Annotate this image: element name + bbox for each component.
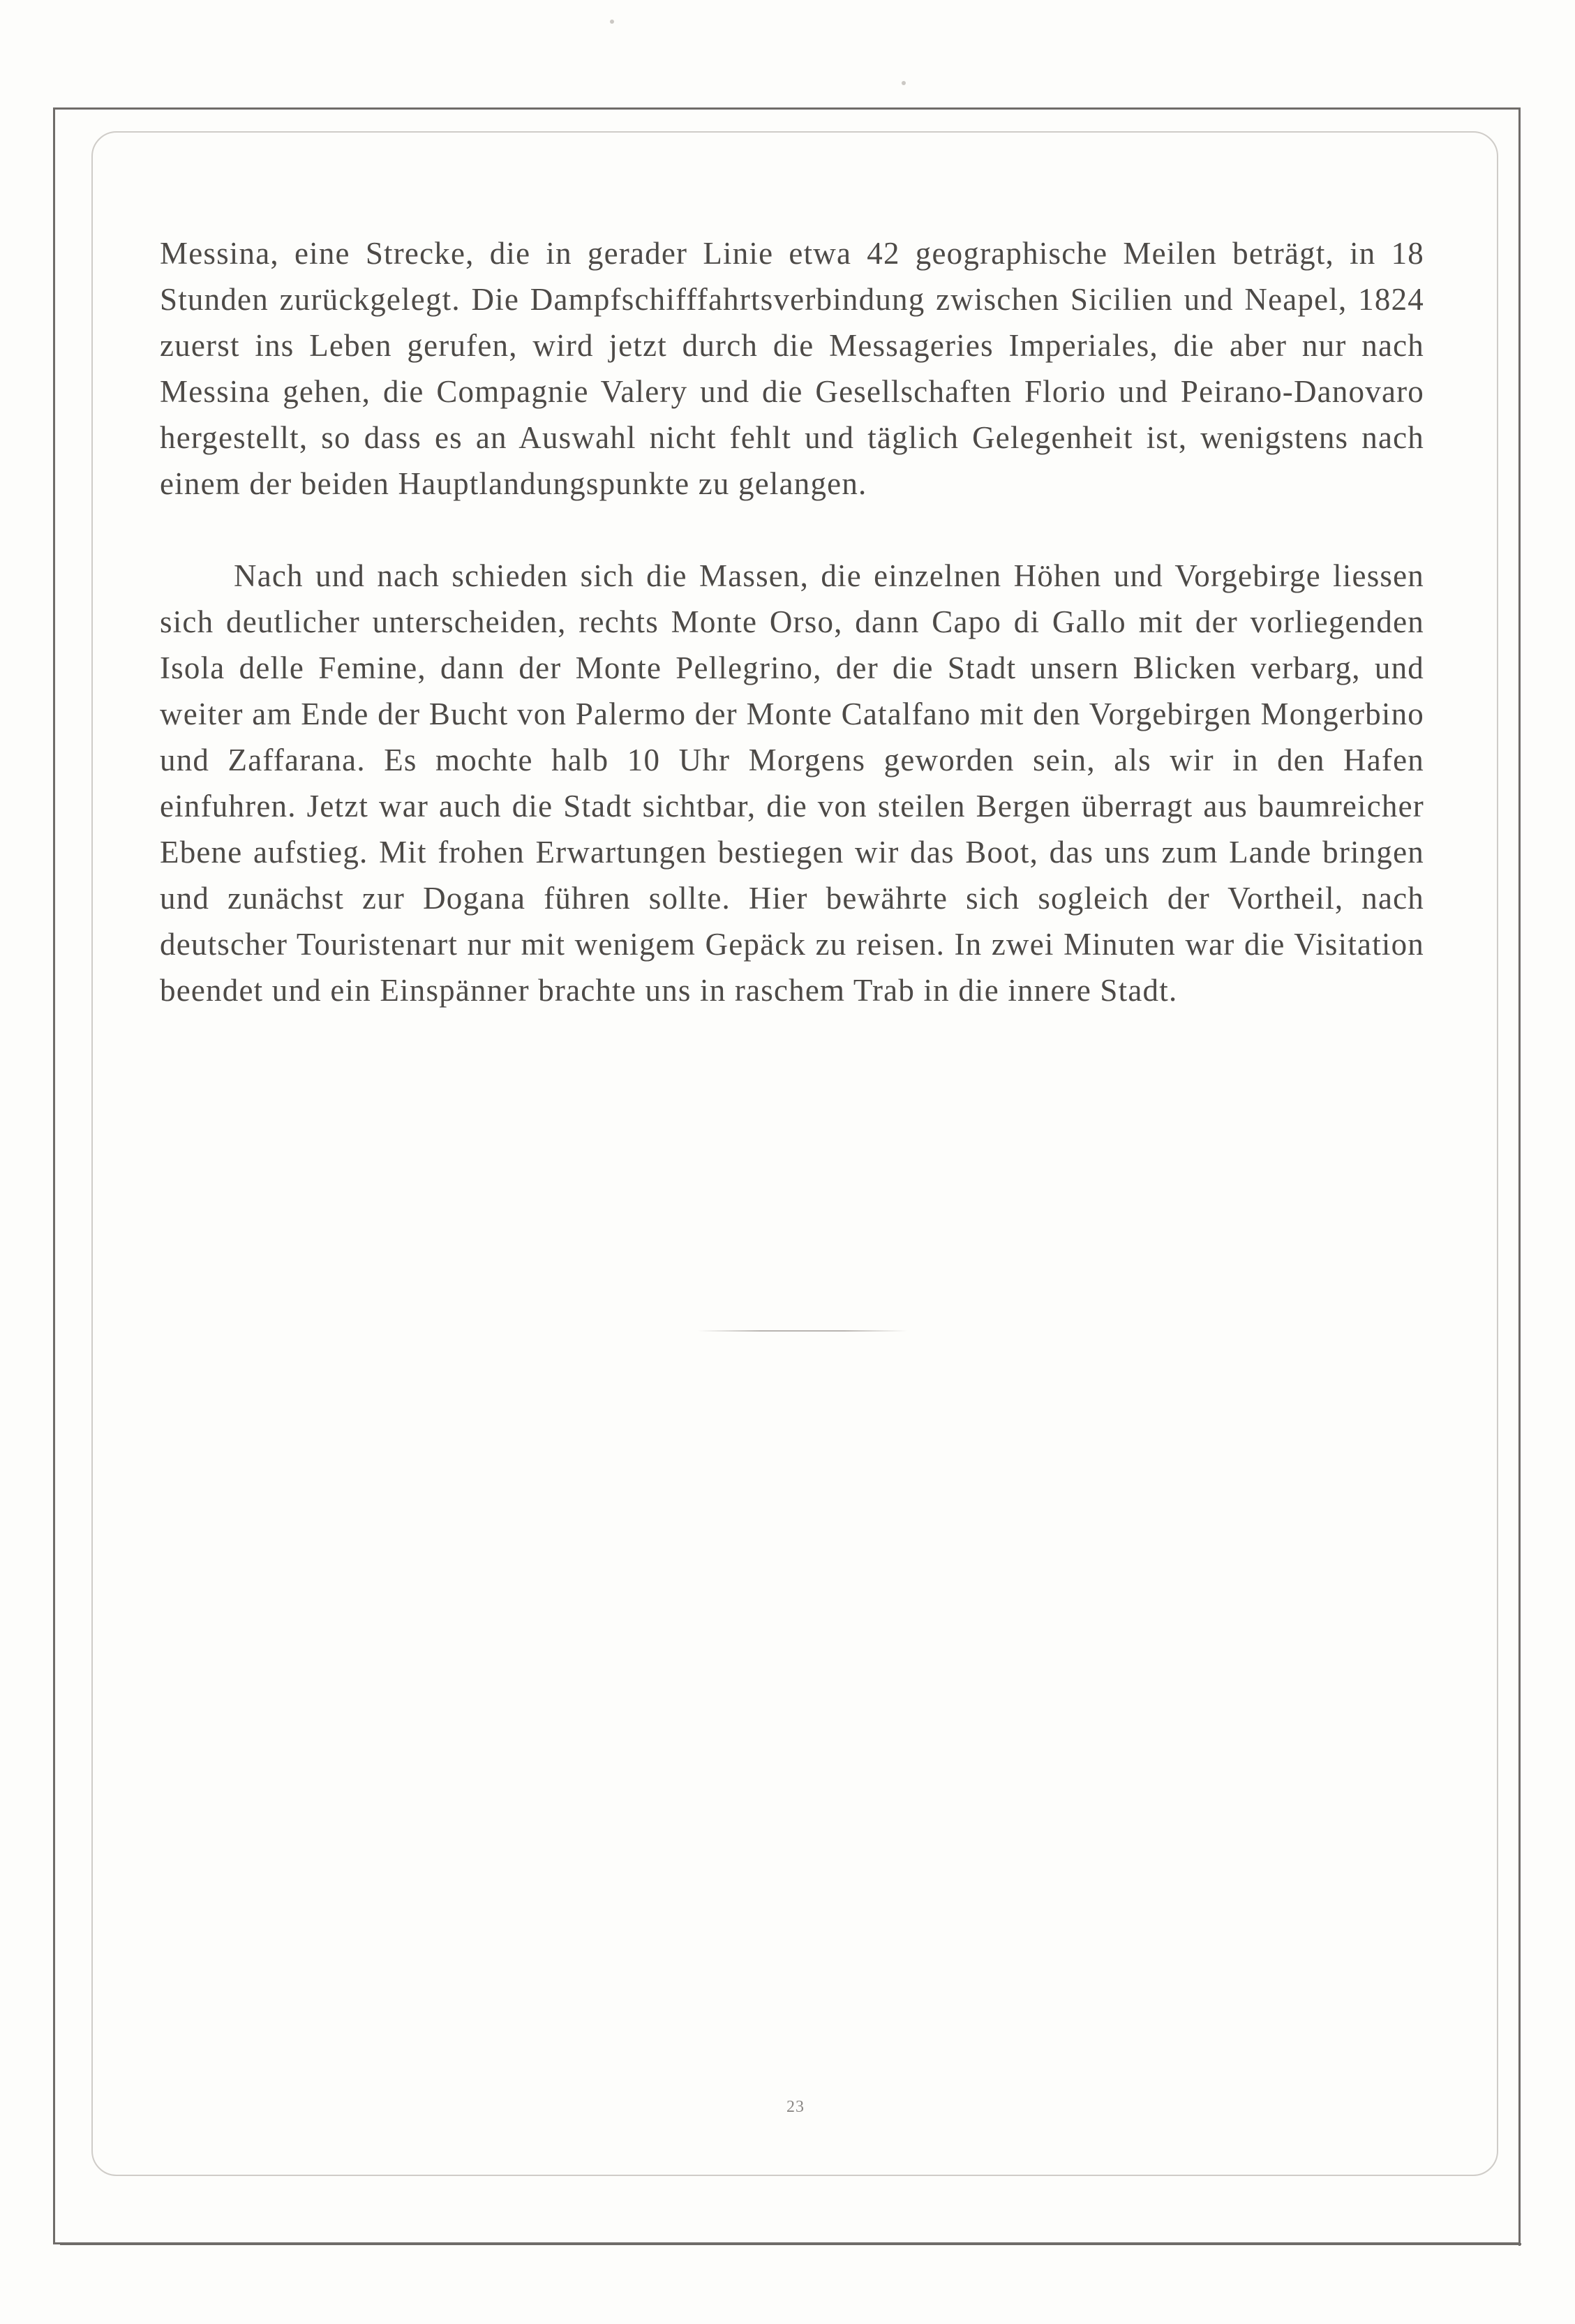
paragraph-1: Messina, eine Strecke, die in gerader Linie etwa 42 geographische Meilen beträgt, in 18 Stunden zurückgelegt. Die Dampfschifffahrtsverbindung zwischen Sicilien und Neapel, 1824 zuerst ins Leben gerufen, wird jetzt durch die Messageries Imperiales, die aber nur nach Messina gehen, die Compagnie Valery und die Gesellschaften Florio und Peirano-Danovaro hergestellt, so dass es an Auswahl nicht fehlt und täglich Gelegenheit ist, wenigstens nach einem der beiden Hauptlandungspunkte zu gelangen. bbox=[160, 236, 1424, 501]
page-number: 23 bbox=[786, 2098, 805, 2116]
paper-speck bbox=[902, 81, 906, 85]
body-text bbox=[160, 230, 1424, 1013]
outer-frame-right-edge bbox=[1518, 107, 1521, 2246]
outer-frame-bottom-edge bbox=[60, 2243, 1521, 2245]
paper-speck bbox=[610, 20, 614, 24]
section-end-rule bbox=[698, 1330, 907, 1332]
paragraph-2: Nach und nach schieden sich die Massen, die einzelnen Höhen und Vorgebirge liessen sich deutlicher unterscheiden, rechts Monte Orso, dann Capo di Gallo mit der vorliegenden Isola delle Femine, dann der Monte Pellegrino, der die Stadt unsern Blicken verbarg, und weiter am Ende der Bucht von Palermo der Monte Catalfano mit den Vorgebirgen Mongerbino und Zaffarana. Es mochte halb 10 Uhr Morgens geworden sein, als wir in den Hafen einfuhren. Jetzt war auch die Stadt sichtbar, die von steilen Bergen überragt aus baumreicher Ebene aufstieg. Mit frohen Erwartungen bestiegen wir das Boot, das uns zum Lande bringen und zunächst zur Dogana führen sollte. Hier bewährte sich sogleich der Vortheil, nach deutscher Touristenart nur mit wenigem Gepäck zu reisen. In zwei Minuten war die Visitation beendet und ein Einspänner brachte uns in raschem Trab in die innere Stadt. bbox=[160, 558, 1424, 1008]
